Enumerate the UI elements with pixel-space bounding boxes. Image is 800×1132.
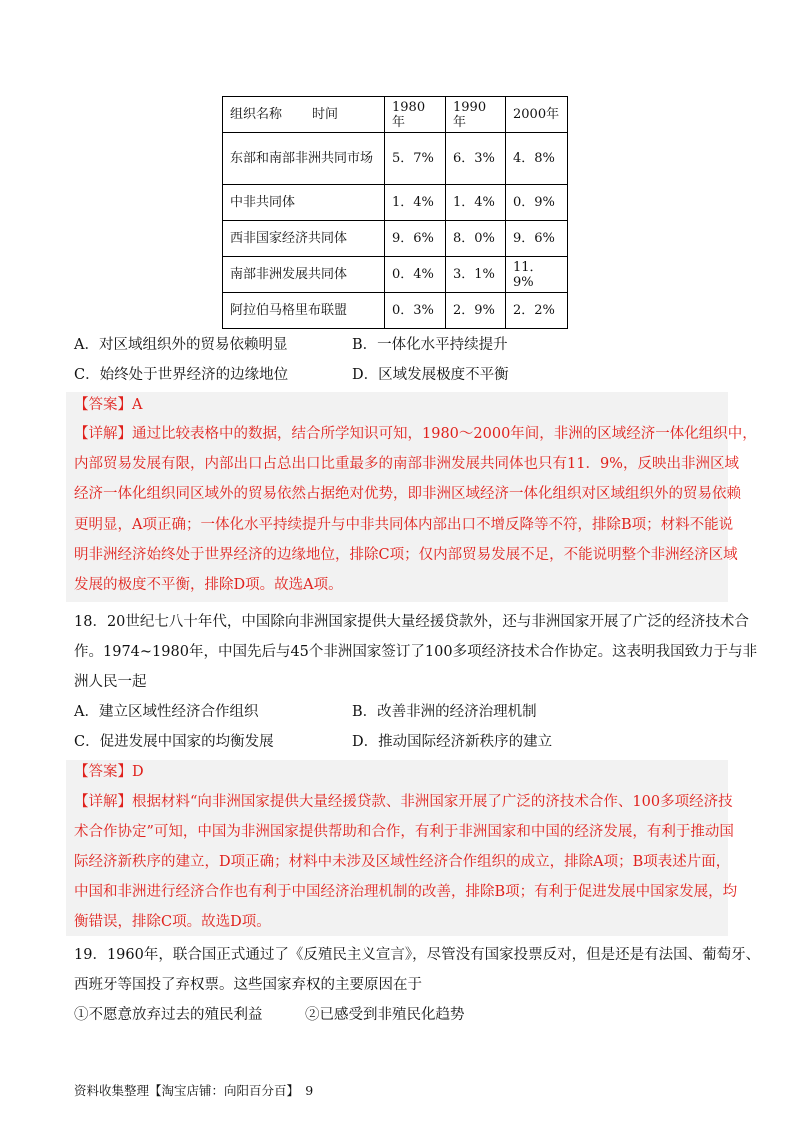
q18-answer: 【答案】D	[74, 764, 144, 780]
q18-detail-line: 【详解】根据材料“向非洲国家提供大量经援贷款、非洲国家开展了广泛的济技术合作、100多项经济技	[74, 794, 733, 810]
q17-detail-line: 内部贸易发展有限，内部出口占总出口比重最多的南部非洲发展共同体也只有11．9%，反映出非洲区域	[74, 456, 739, 472]
row-value-1980: 9．6%	[385, 221, 446, 257]
row-org-name: 中非共同体	[223, 185, 385, 221]
trade-data-table	[222, 96, 568, 329]
q18-answer-box	[66, 760, 731, 936]
header-1990: 1990年	[446, 97, 506, 133]
q19-stem-line: 19．1960年，联合国正式通过了《反殖民主义宣言》，尽管没有国家投票反对，但是还是有法国、葡萄牙、	[74, 947, 761, 963]
q18-stem-line: 作。1974~1980年，中国先后与45个非洲国家签订了100多项经济技术合作协定。这表明我国致力于与非	[74, 644, 758, 660]
q18-stem-line: 18．20世纪七八十年代，中国除向非洲国家提供大量经援贷款外，还与非洲国家开展了广泛的经济技术合	[74, 614, 749, 630]
q17-detail-line: 【详解】通过比较表格中的数据，结合所学知识可知，1980～2000年间，非洲的区域经济一体化组织中，	[74, 426, 757, 442]
page-footer: 资料收集整理【淘宝店铺：向阳百分百】 9	[74, 1083, 314, 1098]
row-value-1980: 0．4%	[385, 257, 446, 293]
q18-option-c: C．促进发展中国家的均衡发展	[74, 734, 274, 750]
q18-detail-line: 术合作协定”可知，中国为非洲国家提供帮助和合作，有利于非洲国家和中国的经济发展，有利于推动国	[74, 824, 734, 840]
row-value-1990: 6．3%	[446, 133, 506, 185]
q19-stem-line: 西班牙等国投了弃权票。这些国家弃权的主要原因在于	[74, 977, 422, 993]
row-value-1980: 1．4%	[385, 185, 446, 221]
q19-item-2: ②已感受到非殖民化趋势	[305, 1007, 465, 1023]
q19-item-1: ①不愿意放弃过去的殖民利益	[74, 1007, 263, 1023]
row-org-name: 东部和南部非洲共同市场	[223, 133, 385, 185]
row-value-2000: 2．2%	[506, 293, 568, 329]
table-row	[223, 257, 568, 293]
row-org-name: 阿拉伯马格里布联盟	[223, 293, 385, 329]
q18-stem-line: 洲人民一起	[74, 674, 147, 690]
row-value-1990: 3．1%	[446, 257, 506, 293]
row-value-2000: 9．6%	[506, 221, 568, 257]
q17-detail-line: 经济一体化组织同区域外的贸易依然占据绝对优势，即非洲区域经济一体化组织对区域组织外的贸易依赖	[74, 486, 741, 502]
q17-option-b: B．一体化水平持续提升	[352, 337, 508, 353]
q18-detail-line: 衡错误，排除C项。故选D项。	[74, 914, 271, 930]
q18-detail-line: 际经济新秩序的建立，D项正确；材料中未涉及区域性经济合作组织的成立，排除A项；B项表述片面，	[74, 854, 731, 870]
q18-option-a: A．建立区域性经济合作组织	[74, 704, 259, 720]
q18-option-d: D．推动国际经济新秩序的建立	[352, 734, 553, 750]
row-value-1990: 2．9%	[446, 293, 506, 329]
header-time: 时间	[312, 107, 339, 122]
row-value-1990: 1．4%	[446, 185, 506, 221]
row-value-2000: 11．9%	[506, 257, 568, 293]
row-org-name: 南部非洲发展共同体	[223, 257, 385, 293]
row-value-1990: 8．0%	[446, 221, 506, 257]
table-header-row	[223, 97, 568, 133]
header-1980: 1980年	[385, 97, 446, 133]
header-name: 组织名称	[230, 107, 283, 122]
q17-option-a: A．对区域组织外的贸易依赖明显	[74, 337, 288, 353]
row-value-1980: 0．3%	[385, 293, 446, 329]
table-row	[223, 293, 568, 329]
q17-detail-line: 更明显，A项正确；一体化水平持续提升与中非共同体内部出口不增反降等不符，排除B项；材料不能说	[74, 517, 734, 533]
q18-option-b: B．改善非洲的经济治理机制	[352, 704, 537, 720]
q17-answer: 【答案】A	[74, 397, 143, 413]
q17-option-c: C．始终处于世界经济的边缘地位	[74, 367, 289, 383]
table-row	[223, 133, 568, 185]
header-2000: 2000年	[506, 97, 568, 133]
row-org-name: 西非国家经济共同体	[223, 221, 385, 257]
q17-detail-line: 明非洲经济始终处于世界经济的边缘地位，排除C项；仅内部贸易发展不足，不能说明整个非洲经济区域	[74, 547, 738, 563]
table-row	[223, 185, 568, 221]
q18-detail-line: 中国和非洲进行经济合作也有利于中国经济治理机制的改善，排除B项；有利于促进发展中国家发展，均	[74, 884, 738, 900]
table-row	[223, 221, 568, 257]
row-value-2000: 4．8%	[506, 133, 568, 185]
row-value-1980: 5．7%	[385, 133, 446, 185]
q17-option-d: D．区域发展极度不平衡	[352, 367, 509, 383]
row-value-2000: 0．9%	[506, 185, 568, 221]
header-name-time-cell	[223, 97, 385, 133]
q17-detail-line: 发展的极度不平衡，排除D项。故选A项。	[74, 577, 343, 593]
